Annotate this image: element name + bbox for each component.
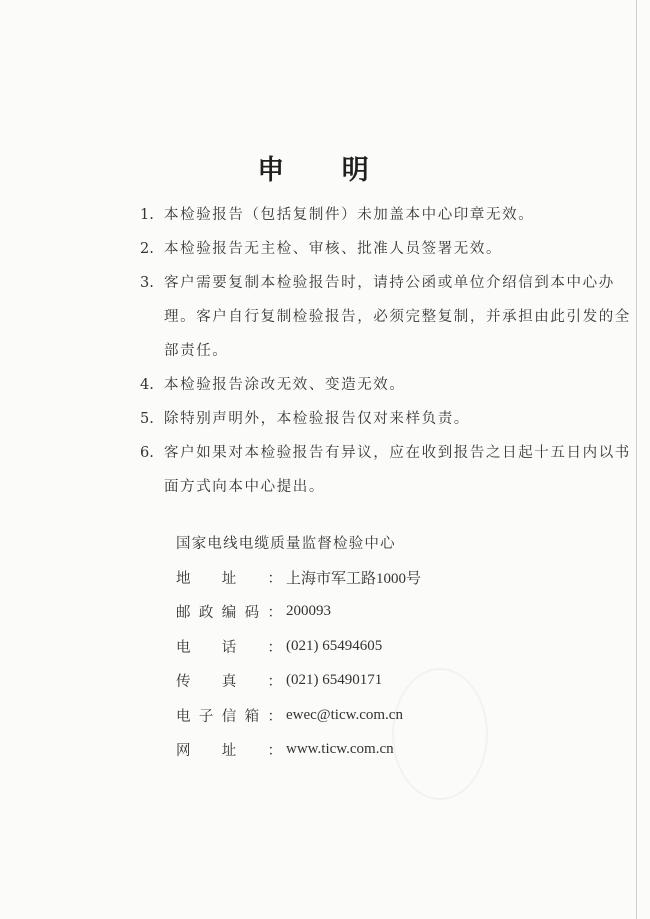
phone-value: (021) 65494605 xyxy=(286,637,383,654)
email-label: 电 子 信 箱 ： xyxy=(176,708,282,725)
clause-text: 本检验报告涂改无效、变造无效。 xyxy=(164,377,406,393)
clause-text: 客户需要复制本检验报告时，请持公函或单位介绍信到本中心办理。客户自行复制检验报告，必须完整复制，并承担由此引发的全部责任。 xyxy=(164,275,631,359)
clause-item xyxy=(140,436,640,504)
email-value: ewec@ticw.com.cn xyxy=(286,706,403,723)
fax-value: (021) 65490171 xyxy=(286,672,383,689)
postcode-label: 邮 政 编 码 ： xyxy=(176,605,282,622)
page-edge-line xyxy=(636,0,637,919)
page-title: 申 明 xyxy=(257,155,393,186)
postcode-row xyxy=(176,595,496,630)
address-label: 地 址 ： xyxy=(176,570,282,587)
address-value: 上海市军工路1000号 xyxy=(286,570,422,587)
clause-item xyxy=(140,368,640,402)
clause-number: 4. xyxy=(140,377,154,393)
phone-row xyxy=(176,629,496,664)
declaration-clauses xyxy=(140,198,640,504)
clause-text: 本检验报告无主检、审核、批准人员签署无效。 xyxy=(164,241,503,257)
phone-label: 电 话 ： xyxy=(176,639,282,656)
clause-item xyxy=(140,266,640,368)
address-row xyxy=(176,560,496,595)
clause-item xyxy=(140,402,640,436)
postcode-value: 200093 xyxy=(286,603,331,620)
clause-number: 2. xyxy=(140,241,154,257)
clause-number: 6. xyxy=(140,445,154,461)
fax-label: 传 真 ： xyxy=(176,674,282,691)
faint-stamp-mark xyxy=(392,668,488,800)
clause-text: 除特别声明外，本检验报告仅对来样负责。 xyxy=(164,411,470,427)
clause-text: 客户如果对本检验报告有异议，应在收到报告之日起十五日内以书面方式向本中心提出。 xyxy=(164,445,631,495)
clause-number: 1. xyxy=(140,207,154,223)
clause-item xyxy=(140,232,640,266)
website-value: www.ticw.com.cn xyxy=(286,741,394,758)
website-label: 网 址 ： xyxy=(176,743,282,760)
clause-number: 3. xyxy=(140,275,154,291)
clause-text: 本检验报告（包括复制件）未加盖本中心印章无效。 xyxy=(164,207,535,223)
clause-number: 5. xyxy=(140,411,154,427)
clause-item xyxy=(140,198,640,232)
organization-name: 国家电线电缆质量监督检验中心 xyxy=(176,536,396,552)
